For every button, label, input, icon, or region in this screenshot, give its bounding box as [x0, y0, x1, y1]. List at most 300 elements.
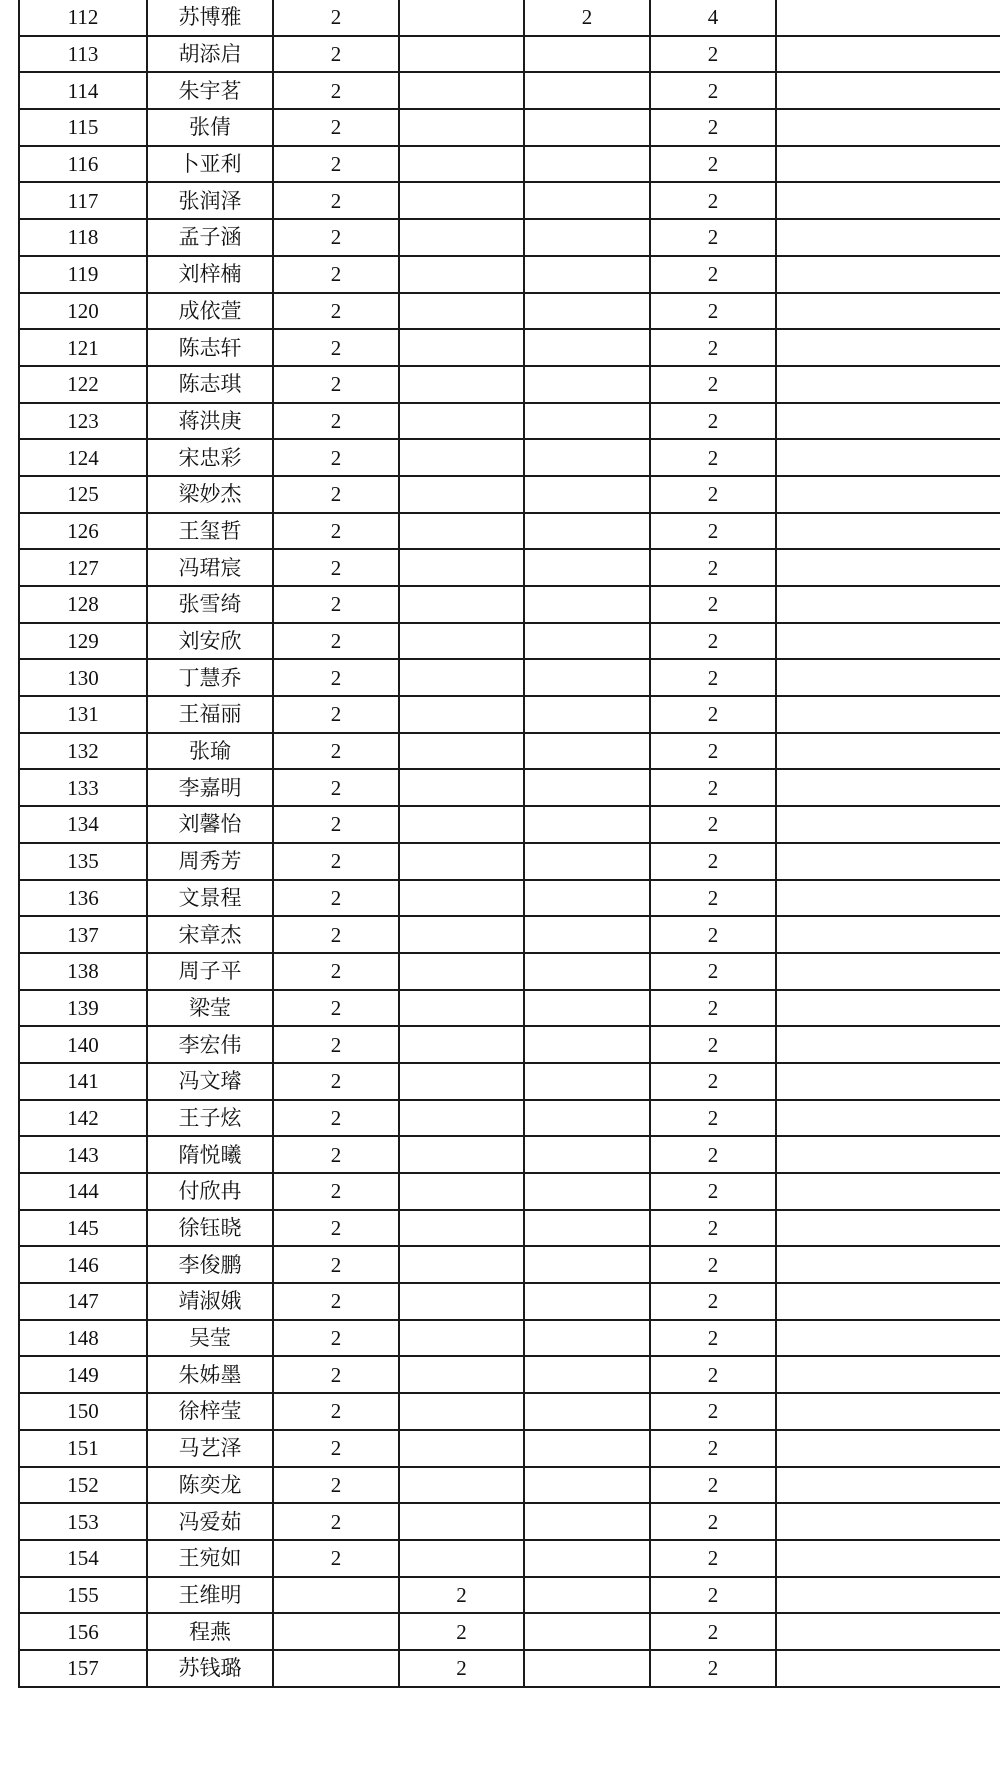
table-row	[19, 182, 1000, 219]
cell-remark	[776, 1026, 1000, 1063]
cell-name: 王维明	[147, 1577, 273, 1614]
cell-score-3	[524, 1026, 650, 1063]
cell-name: 文景程	[147, 880, 273, 917]
cell-total: 2	[650, 549, 776, 586]
cell-name: 梁妙杰	[147, 476, 273, 513]
cell-name: 冯珺宸	[147, 549, 273, 586]
cell-score-3	[524, 403, 650, 440]
cell-score-2	[399, 72, 524, 109]
cell-remark	[776, 403, 1000, 440]
cell-total: 2	[650, 439, 776, 476]
cell-name: 李嘉明	[147, 769, 273, 806]
cell-score-1	[273, 1613, 399, 1650]
cell-remark	[776, 1210, 1000, 1247]
cell-score-2	[399, 769, 524, 806]
cell-number: 153	[19, 1503, 147, 1540]
cell-score-2	[399, 146, 524, 183]
cell-remark	[776, 109, 1000, 146]
table-row	[19, 1136, 1000, 1173]
cell-remark	[776, 476, 1000, 513]
cell-number: 113	[19, 36, 147, 73]
table-row	[19, 806, 1000, 843]
cell-name: 成依萱	[147, 293, 273, 330]
cell-score-2	[399, 293, 524, 330]
cell-score-2	[399, 696, 524, 733]
cell-name: 刘馨怡	[147, 806, 273, 843]
cell-name: 马艺泽	[147, 1430, 273, 1467]
cell-total: 2	[650, 916, 776, 953]
cell-total: 2	[650, 146, 776, 183]
cell-score-1: 2	[273, 182, 399, 219]
cell-score-1: 2	[273, 990, 399, 1027]
cell-number: 136	[19, 880, 147, 917]
cell-score-1: 2	[273, 293, 399, 330]
cell-name: 胡添启	[147, 36, 273, 73]
cell-score-1: 2	[273, 843, 399, 880]
table-row	[19, 1100, 1000, 1137]
cell-score-3	[524, 1467, 650, 1504]
cell-total: 2	[650, 1136, 776, 1173]
cell-total: 2	[650, 1650, 776, 1687]
cell-remark	[776, 513, 1000, 550]
cell-number: 126	[19, 513, 147, 550]
table-row	[19, 659, 1000, 696]
cell-score-2	[399, 1136, 524, 1173]
cell-score-1: 2	[273, 403, 399, 440]
cell-number: 152	[19, 1467, 147, 1504]
cell-score-2	[399, 916, 524, 953]
cell-score-3	[524, 769, 650, 806]
cell-score-2	[399, 256, 524, 293]
cell-score-1: 2	[273, 1393, 399, 1430]
table-row	[19, 1246, 1000, 1283]
cell-score-2: 2	[399, 1577, 524, 1614]
cell-remark	[776, 586, 1000, 623]
table-row	[19, 953, 1000, 990]
cell-number: 132	[19, 733, 147, 770]
cell-remark	[776, 623, 1000, 660]
table-row	[19, 513, 1000, 550]
cell-number: 130	[19, 659, 147, 696]
table-row	[19, 1320, 1000, 1357]
cell-remark	[776, 733, 1000, 770]
cell-name: 徐梓莹	[147, 1393, 273, 1430]
cell-score-3	[524, 1430, 650, 1467]
cell-score-2	[399, 659, 524, 696]
cell-score-3	[524, 219, 650, 256]
cell-score-3	[524, 366, 650, 403]
cell-total: 2	[650, 403, 776, 440]
cell-score-1: 2	[273, 549, 399, 586]
cell-score-3	[524, 990, 650, 1027]
cell-number: 138	[19, 953, 147, 990]
cell-remark	[776, 953, 1000, 990]
cell-score-2	[399, 1393, 524, 1430]
cell-score-2	[399, 1063, 524, 1100]
cell-name: 蒋洪庚	[147, 403, 273, 440]
table-row	[19, 366, 1000, 403]
table-row	[19, 403, 1000, 440]
cell-number: 135	[19, 843, 147, 880]
cell-name: 王玺哲	[147, 513, 273, 550]
cell-score-1: 2	[273, 1430, 399, 1467]
cell-remark	[776, 1467, 1000, 1504]
cell-name: 张雪绮	[147, 586, 273, 623]
cell-remark	[776, 1246, 1000, 1283]
cell-score-2	[399, 549, 524, 586]
cell-score-2	[399, 1246, 524, 1283]
cell-score-3	[524, 72, 650, 109]
cell-number: 139	[19, 990, 147, 1027]
cell-total: 2	[650, 1320, 776, 1357]
cell-name: 张瑜	[147, 733, 273, 770]
cell-score-1: 2	[273, 1320, 399, 1357]
cell-number: 129	[19, 623, 147, 660]
cell-score-1: 2	[273, 1356, 399, 1393]
cell-score-3	[524, 1540, 650, 1577]
cell-score-1: 2	[273, 366, 399, 403]
cell-number: 142	[19, 1100, 147, 1137]
cell-total: 2	[650, 806, 776, 843]
cell-remark	[776, 1063, 1000, 1100]
cell-score-3	[524, 1210, 650, 1247]
table-row	[19, 109, 1000, 146]
cell-score-3	[524, 1650, 650, 1687]
cell-total: 2	[650, 1467, 776, 1504]
table-row	[19, 1650, 1000, 1687]
cell-total: 2	[650, 1026, 776, 1063]
cell-number: 156	[19, 1613, 147, 1650]
table-row	[19, 843, 1000, 880]
cell-number: 157	[19, 1650, 147, 1687]
cell-score-3	[524, 182, 650, 219]
cell-number: 145	[19, 1210, 147, 1247]
cell-name: 冯文璿	[147, 1063, 273, 1100]
cell-total: 2	[650, 1283, 776, 1320]
cell-score-3	[524, 439, 650, 476]
cell-total: 2	[650, 990, 776, 1027]
cell-score-3	[524, 953, 650, 990]
cell-name: 刘安欣	[147, 623, 273, 660]
cell-total: 2	[650, 1430, 776, 1467]
cell-total: 2	[650, 1613, 776, 1650]
cell-number: 119	[19, 256, 147, 293]
cell-score-1	[273, 1650, 399, 1687]
cell-score-3	[524, 586, 650, 623]
cell-total: 2	[650, 623, 776, 660]
cell-score-2	[399, 843, 524, 880]
cell-total: 4	[650, 0, 776, 36]
cell-score-3	[524, 1503, 650, 1540]
cell-total: 2	[650, 1577, 776, 1614]
cell-score-2	[399, 733, 524, 770]
cell-total: 2	[650, 1540, 776, 1577]
cell-score-1: 2	[273, 806, 399, 843]
cell-score-3	[524, 1246, 650, 1283]
cell-name: 王宛如	[147, 1540, 273, 1577]
cell-number: 125	[19, 476, 147, 513]
cell-remark	[776, 843, 1000, 880]
roster-table	[18, 0, 1000, 1688]
cell-score-2	[399, 439, 524, 476]
table-row	[19, 1026, 1000, 1063]
cell-score-2	[399, 0, 524, 36]
cell-score-1: 2	[273, 1136, 399, 1173]
cell-score-3	[524, 880, 650, 917]
cell-score-3	[524, 1063, 650, 1100]
table-row	[19, 329, 1000, 366]
cell-name: 周秀芳	[147, 843, 273, 880]
cell-number: 121	[19, 329, 147, 366]
cell-score-1: 2	[273, 1100, 399, 1137]
cell-total: 2	[650, 880, 776, 917]
cell-total: 2	[650, 1393, 776, 1430]
cell-score-2	[399, 182, 524, 219]
cell-score-1: 2	[273, 36, 399, 73]
cell-name: 付欣冉	[147, 1173, 273, 1210]
cell-name: 刘梓楠	[147, 256, 273, 293]
cell-remark	[776, 1173, 1000, 1210]
cell-remark	[776, 1320, 1000, 1357]
cell-remark	[776, 182, 1000, 219]
cell-name: 吴莹	[147, 1320, 273, 1357]
table-row	[19, 1467, 1000, 1504]
cell-number: 154	[19, 1540, 147, 1577]
cell-name: 朱姊墨	[147, 1356, 273, 1393]
cell-score-1: 2	[273, 916, 399, 953]
cell-score-1: 2	[273, 146, 399, 183]
cell-name: 梁莹	[147, 990, 273, 1027]
cell-remark	[776, 1503, 1000, 1540]
cell-score-1: 2	[273, 0, 399, 36]
cell-remark	[776, 1356, 1000, 1393]
cell-score-3	[524, 36, 650, 73]
cell-score-3	[524, 1283, 650, 1320]
cell-total: 2	[650, 696, 776, 733]
cell-score-1: 2	[273, 72, 399, 109]
cell-name: 王子炫	[147, 1100, 273, 1137]
cell-total: 2	[650, 182, 776, 219]
cell-score-1: 2	[273, 1173, 399, 1210]
table-row	[19, 990, 1000, 1027]
cell-name: 李宏伟	[147, 1026, 273, 1063]
cell-score-2	[399, 219, 524, 256]
cell-score-1: 2	[273, 1210, 399, 1247]
cell-total: 2	[650, 733, 776, 770]
table-row	[19, 1577, 1000, 1614]
cell-total: 2	[650, 1210, 776, 1247]
cell-name: 张倩	[147, 109, 273, 146]
cell-score-1: 2	[273, 769, 399, 806]
cell-name: 丁慧乔	[147, 659, 273, 696]
cell-total: 2	[650, 1100, 776, 1137]
cell-number: 131	[19, 696, 147, 733]
cell-score-2	[399, 1100, 524, 1137]
table-row	[19, 1540, 1000, 1577]
cell-number: 140	[19, 1026, 147, 1063]
cell-score-3	[524, 1100, 650, 1137]
cell-number: 123	[19, 403, 147, 440]
cell-name: 张润泽	[147, 182, 273, 219]
cell-score-3	[524, 843, 650, 880]
cell-score-3	[524, 256, 650, 293]
cell-score-1	[273, 1577, 399, 1614]
table-row	[19, 439, 1000, 476]
cell-name: 宋章杰	[147, 916, 273, 953]
cell-number: 149	[19, 1356, 147, 1393]
cell-remark	[776, 72, 1000, 109]
cell-score-1: 2	[273, 1063, 399, 1100]
cell-score-2	[399, 623, 524, 660]
cell-score-3	[524, 1393, 650, 1430]
cell-total: 2	[650, 72, 776, 109]
cell-total: 2	[650, 953, 776, 990]
cell-name: 孟子涵	[147, 219, 273, 256]
cell-remark	[776, 146, 1000, 183]
cell-score-3	[524, 1136, 650, 1173]
cell-score-1: 2	[273, 1246, 399, 1283]
cell-score-3	[524, 109, 650, 146]
cell-score-1: 2	[273, 733, 399, 770]
cell-number: 118	[19, 219, 147, 256]
cell-number: 137	[19, 916, 147, 953]
cell-score-3	[524, 659, 650, 696]
cell-remark	[776, 329, 1000, 366]
cell-total: 2	[650, 1173, 776, 1210]
table-row	[19, 1430, 1000, 1467]
cell-name: 苏博雅	[147, 0, 273, 36]
table-row	[19, 72, 1000, 109]
table-row	[19, 0, 1000, 36]
cell-number: 148	[19, 1320, 147, 1357]
cell-name: 朱宇茗	[147, 72, 273, 109]
cell-total: 2	[650, 843, 776, 880]
cell-total: 2	[650, 329, 776, 366]
cell-name: 陈奕龙	[147, 1467, 273, 1504]
cell-total: 2	[650, 109, 776, 146]
cell-remark	[776, 1430, 1000, 1467]
cell-remark	[776, 293, 1000, 330]
cell-number: 114	[19, 72, 147, 109]
cell-score-3	[524, 1320, 650, 1357]
table-row	[19, 623, 1000, 660]
cell-remark	[776, 366, 1000, 403]
cell-score-1: 2	[273, 1467, 399, 1504]
cell-score-3	[524, 476, 650, 513]
cell-remark	[776, 696, 1000, 733]
cell-score-3	[524, 696, 650, 733]
cell-number: 143	[19, 1136, 147, 1173]
cell-name: 周子平	[147, 953, 273, 990]
cell-score-2: 2	[399, 1650, 524, 1687]
cell-score-1: 2	[273, 1503, 399, 1540]
cell-score-3	[524, 293, 650, 330]
cell-name: 靖淑娥	[147, 1283, 273, 1320]
table-row	[19, 696, 1000, 733]
cell-score-2	[399, 953, 524, 990]
cell-score-3	[524, 806, 650, 843]
cell-score-1: 2	[273, 109, 399, 146]
cell-score-3	[524, 329, 650, 366]
cell-score-3	[524, 549, 650, 586]
table-row	[19, 293, 1000, 330]
cell-name: 冯爱茹	[147, 1503, 273, 1540]
cell-score-2	[399, 36, 524, 73]
cell-name: 卜亚利	[147, 146, 273, 183]
cell-score-2	[399, 1210, 524, 1247]
cell-score-1: 2	[273, 880, 399, 917]
cell-number: 127	[19, 549, 147, 586]
cell-name: 徐钰晓	[147, 1210, 273, 1247]
cell-score-1: 2	[273, 329, 399, 366]
cell-number: 133	[19, 769, 147, 806]
cell-total: 2	[650, 1356, 776, 1393]
cell-score-1: 2	[273, 1540, 399, 1577]
cell-remark	[776, 439, 1000, 476]
cell-score-1: 2	[273, 256, 399, 293]
cell-remark	[776, 1540, 1000, 1577]
cell-remark	[776, 36, 1000, 73]
cell-remark	[776, 0, 1000, 36]
table-row	[19, 769, 1000, 806]
cell-total: 2	[650, 1503, 776, 1540]
cell-remark	[776, 769, 1000, 806]
cell-remark	[776, 1613, 1000, 1650]
cell-remark	[776, 659, 1000, 696]
cell-number: 115	[19, 109, 147, 146]
cell-score-3	[524, 146, 650, 183]
cell-score-1: 2	[273, 623, 399, 660]
cell-number: 117	[19, 182, 147, 219]
cell-score-2	[399, 513, 524, 550]
cell-number: 134	[19, 806, 147, 843]
cell-remark	[776, 1393, 1000, 1430]
cell-number: 155	[19, 1577, 147, 1614]
cell-score-3	[524, 1173, 650, 1210]
cell-score-1: 2	[273, 513, 399, 550]
table-row	[19, 549, 1000, 586]
cell-total: 2	[650, 366, 776, 403]
cell-total: 2	[650, 256, 776, 293]
cell-remark	[776, 990, 1000, 1027]
cell-score-2	[399, 1540, 524, 1577]
cell-number: 122	[19, 366, 147, 403]
cell-remark	[776, 806, 1000, 843]
cell-remark	[776, 880, 1000, 917]
cell-score-2	[399, 1320, 524, 1357]
cell-total: 2	[650, 476, 776, 513]
cell-total: 2	[650, 36, 776, 73]
cell-score-1: 2	[273, 953, 399, 990]
cell-remark	[776, 1577, 1000, 1614]
cell-number: 141	[19, 1063, 147, 1100]
cell-total: 2	[650, 1246, 776, 1283]
cell-score-2	[399, 476, 524, 513]
cell-total: 2	[650, 293, 776, 330]
cell-total: 2	[650, 513, 776, 550]
cell-score-3	[524, 733, 650, 770]
table-row	[19, 36, 1000, 73]
cell-number: 144	[19, 1173, 147, 1210]
cell-remark	[776, 1100, 1000, 1137]
cell-score-2	[399, 1356, 524, 1393]
cell-total: 2	[650, 219, 776, 256]
cell-number: 120	[19, 293, 147, 330]
cell-remark	[776, 549, 1000, 586]
cell-number: 112	[19, 0, 147, 36]
cell-total: 2	[650, 1063, 776, 1100]
cell-score-2	[399, 1503, 524, 1540]
